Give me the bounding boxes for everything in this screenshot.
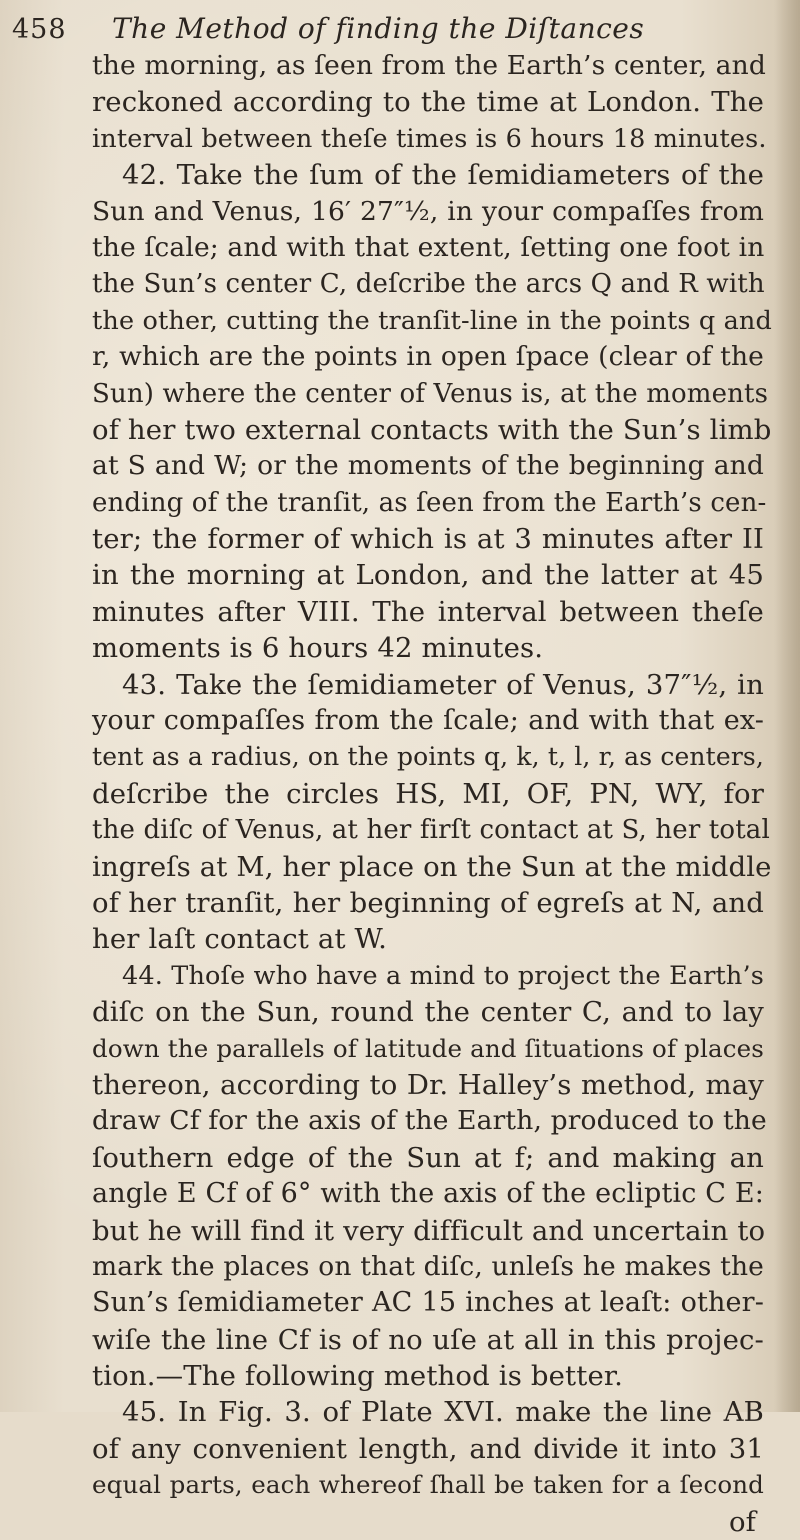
text-line: ending of the tranſit, as ſeen from the Earth’s cen- <box>92 487 767 518</box>
text-line: angle E Cf of 6° with the axis of the ecliptic C E: <box>92 1178 764 1210</box>
text-line: interval between theſe times is 6 hours 18 minutes. <box>92 123 767 154</box>
text-line: wiſe the line Cf is of no uſe at all in this projec- <box>92 1323 764 1356</box>
text-line: Sun’s ſemidiameter AC 15 inches at leaſt: other- <box>92 1287 764 1319</box>
text-line: deſcribe the circles HS, MI, OF, PN, WY, for <box>92 777 764 810</box>
paragraph-42-start: 42. Take the ſum of the ſemidiameters of the <box>122 159 764 192</box>
text-line: ter; the former of which is at 3 minutes after II <box>92 523 764 556</box>
text-line: her laſt contact at W. <box>92 923 388 956</box>
body-text <box>92 48 772 1540</box>
text-line: in the morning at London, and the latter at 45 <box>92 559 764 592</box>
text-line: diſc on the Sun, round the center C, and to lay <box>92 996 764 1029</box>
page-edge-shadow <box>774 0 800 1412</box>
text-line: thereon, according to Dr. Halley’s method, may <box>92 1068 764 1101</box>
text-line: the ſcale; and with that extent, ſetting one foot in <box>92 231 765 263</box>
text-line: the other, cutting the tranſit-line in the points q and <box>92 305 772 336</box>
text-line: but he will find it very difficult and uncertain to <box>92 1214 766 1247</box>
text-line: down the parallels of latitude and ſituations of places <box>92 1033 764 1063</box>
text-line: ſouthern edge of the Sun at f; and making an <box>92 1141 764 1174</box>
paragraph-44-start: 44. Thoſe who have a mind to project the Earth’s <box>122 960 764 991</box>
text-line: your compaſſes from the ſcale; and with that ex- <box>92 705 764 737</box>
text-line: equal parts, each whereof ſhall be taken for a ſecond <box>92 1470 764 1500</box>
text-line: Sun) where the center of Venus is, at the moments <box>92 378 769 409</box>
text-line: Sun and Venus, 16′ 27″½, in your compaſſes from <box>92 195 764 227</box>
text-line: of her tranſit, her beginning of egreſs at N, and <box>92 886 764 919</box>
text-line: at S and W; or the moments of the beginning and <box>92 450 764 482</box>
page-header <box>0 12 800 52</box>
catchword: of <box>728 1505 756 1538</box>
text-line: moments is 6 hours 42 minutes. <box>92 632 544 665</box>
text-line: r, which are the points in open ſpace (clear of the <box>92 341 764 373</box>
text-line: ingreſs at M, her place on the Sun at the middle <box>92 850 772 883</box>
paragraph-45-start: 45. In Fig. 3. of Plate XVI. make the line AB <box>122 1396 764 1429</box>
text-line: reckoned according to the time at London. The <box>92 86 764 119</box>
paragraph-43-start: 43. Take the ſemidiameter of Venus, 37″½, in <box>122 668 764 701</box>
text-line: the morning, as ſeen from the Earth’s center, and <box>92 50 766 81</box>
text-line: the diſc of Venus, at her firſt contact at S, her total <box>92 815 770 846</box>
running-head: The Method of finding the Diſtances <box>112 12 645 45</box>
text-line: the Sun’s center C, deſcribe the arcs Q and R with <box>92 269 765 300</box>
text-line: mark the places on that diſc, unleſs he makes the <box>92 1250 764 1282</box>
text-line: tent as a radius, on the points q, k, t, l, r, as centers, <box>92 742 764 772</box>
text-line: minutes after VIII. The interval between theſe <box>92 595 764 628</box>
text-line: tion.—The following method is better. <box>92 1360 624 1393</box>
text-line: of any convenient length, and divide it into 31 <box>92 1432 764 1465</box>
text-line: of her two external contacts with the Sun’s limb <box>92 413 772 446</box>
text-line: draw Cf for the axis of the Earth, produced to the <box>92 1105 767 1137</box>
page-number: 458 <box>12 14 67 45</box>
